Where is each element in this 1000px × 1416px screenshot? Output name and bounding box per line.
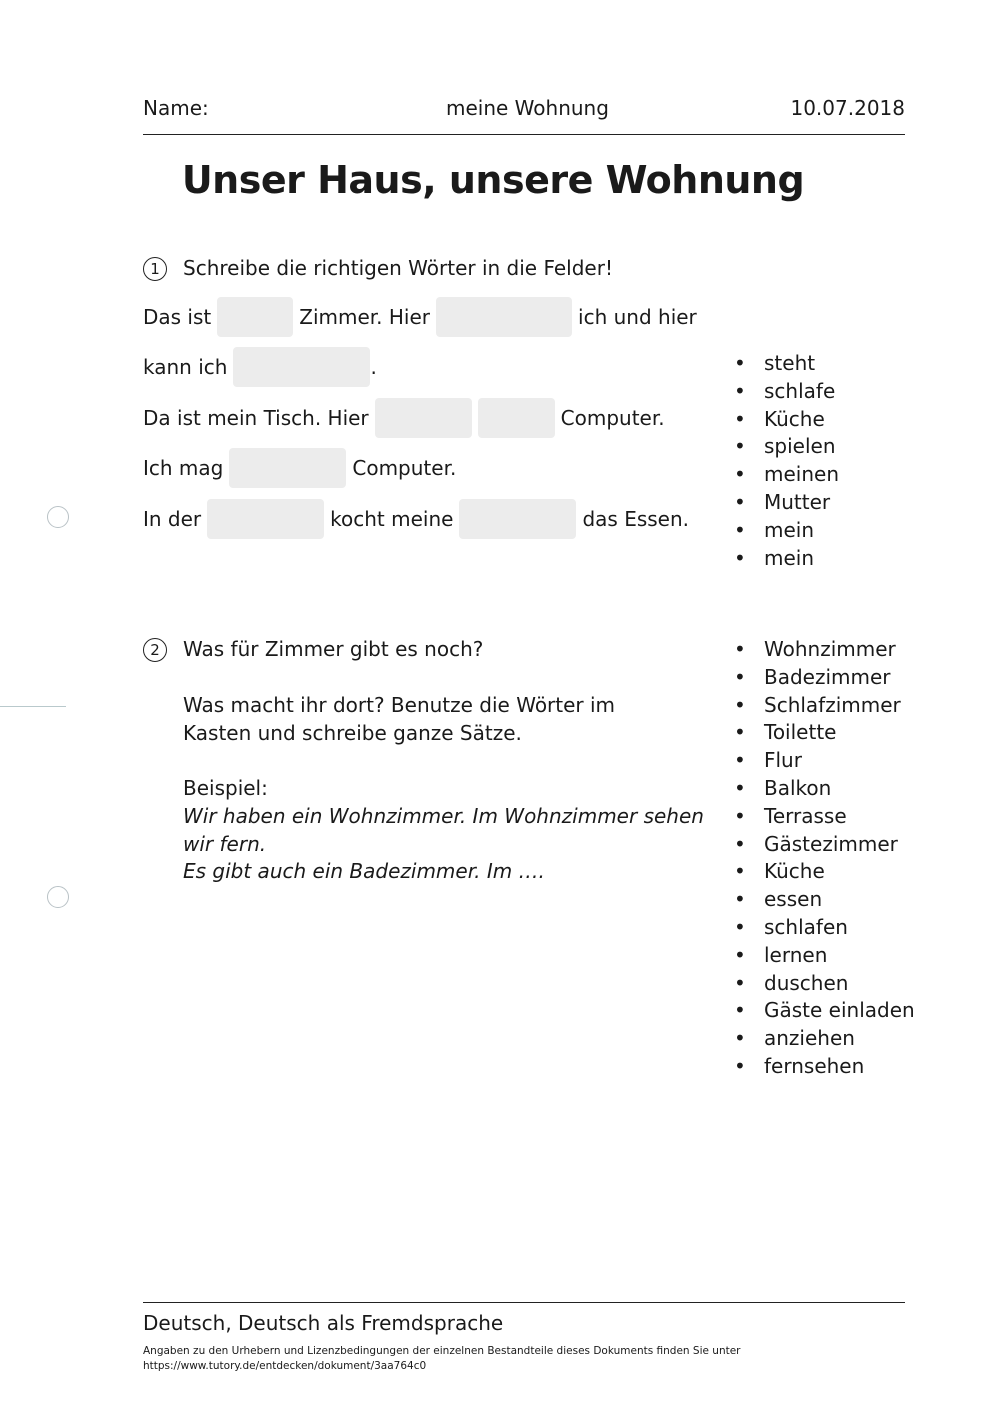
footer-rule: [143, 1302, 905, 1303]
blank-field[interactable]: [459, 499, 576, 539]
word-item: • mein: [734, 545, 839, 573]
word-item: • mein: [734, 517, 839, 545]
line-text: Das ist: [143, 305, 212, 329]
exercise-1-word-list: [734, 350, 839, 572]
word-item: • Mutter: [734, 489, 839, 517]
line-text: .: [370, 355, 377, 379]
line-text: das Essen.: [582, 507, 690, 531]
fold-mark: [0, 706, 66, 707]
line-text: Computer.: [352, 456, 457, 480]
line-text: In der: [143, 507, 202, 531]
word-item: • spielen: [734, 433, 839, 461]
license-text: Angaben zu den Urhebern und Lizenzbedingungen der einzelnen Bestandteile dieses Dokuments finden Sie unter: [143, 1345, 741, 1357]
blank-field[interactable]: [217, 297, 293, 337]
word-item: • Badezimmer: [734, 664, 915, 692]
word-item: • Toilette: [734, 719, 915, 747]
blank-field[interactable]: [375, 398, 472, 438]
example-line-3: Es gibt auch ein Badezimmer. Im ….: [183, 859, 545, 883]
word-item: • lernen: [734, 942, 915, 970]
example-label: Beispiel:: [183, 776, 268, 800]
word-item: • Wohnzimmer: [734, 636, 915, 664]
blank-field[interactable]: [207, 499, 324, 539]
word-item: • steht: [734, 350, 839, 378]
worksheet-topic: meine Wohnung: [446, 96, 609, 120]
word-item: • Flur: [734, 747, 915, 775]
example-line-1: Wir haben ein Wohnzimmer. Im Wohnzimmer sehen: [183, 804, 704, 828]
line-text: Zimmer. Hier: [299, 305, 431, 329]
worksheet-date: 10.07.2018: [790, 96, 905, 120]
blank-field[interactable]: [229, 448, 346, 488]
blank-field[interactable]: [478, 398, 555, 438]
word-item: • anziehen: [734, 1025, 915, 1053]
example-line-2: wir fern.: [183, 832, 267, 856]
page-title: Unser Haus, unsere Wohnung: [181, 158, 805, 202]
line-text: kocht meine: [330, 507, 454, 531]
header-rule: [143, 134, 905, 135]
name-label: Name:: [143, 96, 209, 120]
line-text: ich und hier: [578, 305, 697, 329]
punch-hole-mark: [47, 506, 69, 528]
word-item: • schlafen: [734, 914, 915, 942]
word-item: • schlafe: [734, 378, 839, 406]
exercise-1-line-3: [143, 398, 665, 438]
line-text: Computer.: [560, 406, 665, 430]
word-item: • Gästezimmer: [734, 831, 915, 859]
word-item: • Küche: [734, 406, 839, 434]
word-item: • Küche: [734, 858, 915, 886]
word-item: • essen: [734, 886, 915, 914]
word-item: • Gäste einladen: [734, 997, 915, 1025]
line-text: kann ich: [143, 355, 228, 379]
exercise-2-instruction-line-2: Kasten und schreibe ganze Sätze.: [183, 721, 522, 745]
word-item: • Balkon: [734, 775, 915, 803]
exercise-1-line-1: [143, 297, 697, 337]
word-item: • Schlafzimmer: [734, 692, 915, 720]
exercise-2-word-list: [734, 636, 915, 1081]
exercise-2-question: Was für Zimmer gibt es noch?: [183, 637, 484, 661]
line-text: Ich mag: [143, 456, 224, 480]
footer-license: [143, 1344, 843, 1374]
exercise-2-number: 2: [143, 638, 167, 662]
blank-field[interactable]: [233, 347, 370, 387]
exercise-1-line-4: [143, 448, 456, 488]
blank-field[interactable]: [436, 297, 572, 337]
word-item: • duschen: [734, 970, 915, 998]
exercise-1-line-5: [143, 499, 689, 539]
punch-hole-mark: [47, 886, 69, 908]
line-text: Da ist mein Tisch. Hier: [143, 406, 369, 430]
license-link[interactable]: https://www.tutory.de/entdecken/dokument/3aa764c0: [143, 1360, 427, 1372]
word-item: • fernsehen: [734, 1053, 915, 1081]
footer-subject: Deutsch, Deutsch als Fremdsprache: [143, 1311, 504, 1335]
word-item: • meinen: [734, 461, 839, 489]
exercise-1-instruction: Schreibe die richtigen Wörter in die Felder!: [183, 256, 613, 280]
exercise-2-instruction-line-1: Was macht ihr dort? Benutze die Wörter im: [183, 693, 616, 717]
exercise-1-number: 1: [143, 257, 167, 281]
word-item: • Terrasse: [734, 803, 915, 831]
exercise-1-line-2: [143, 347, 377, 387]
